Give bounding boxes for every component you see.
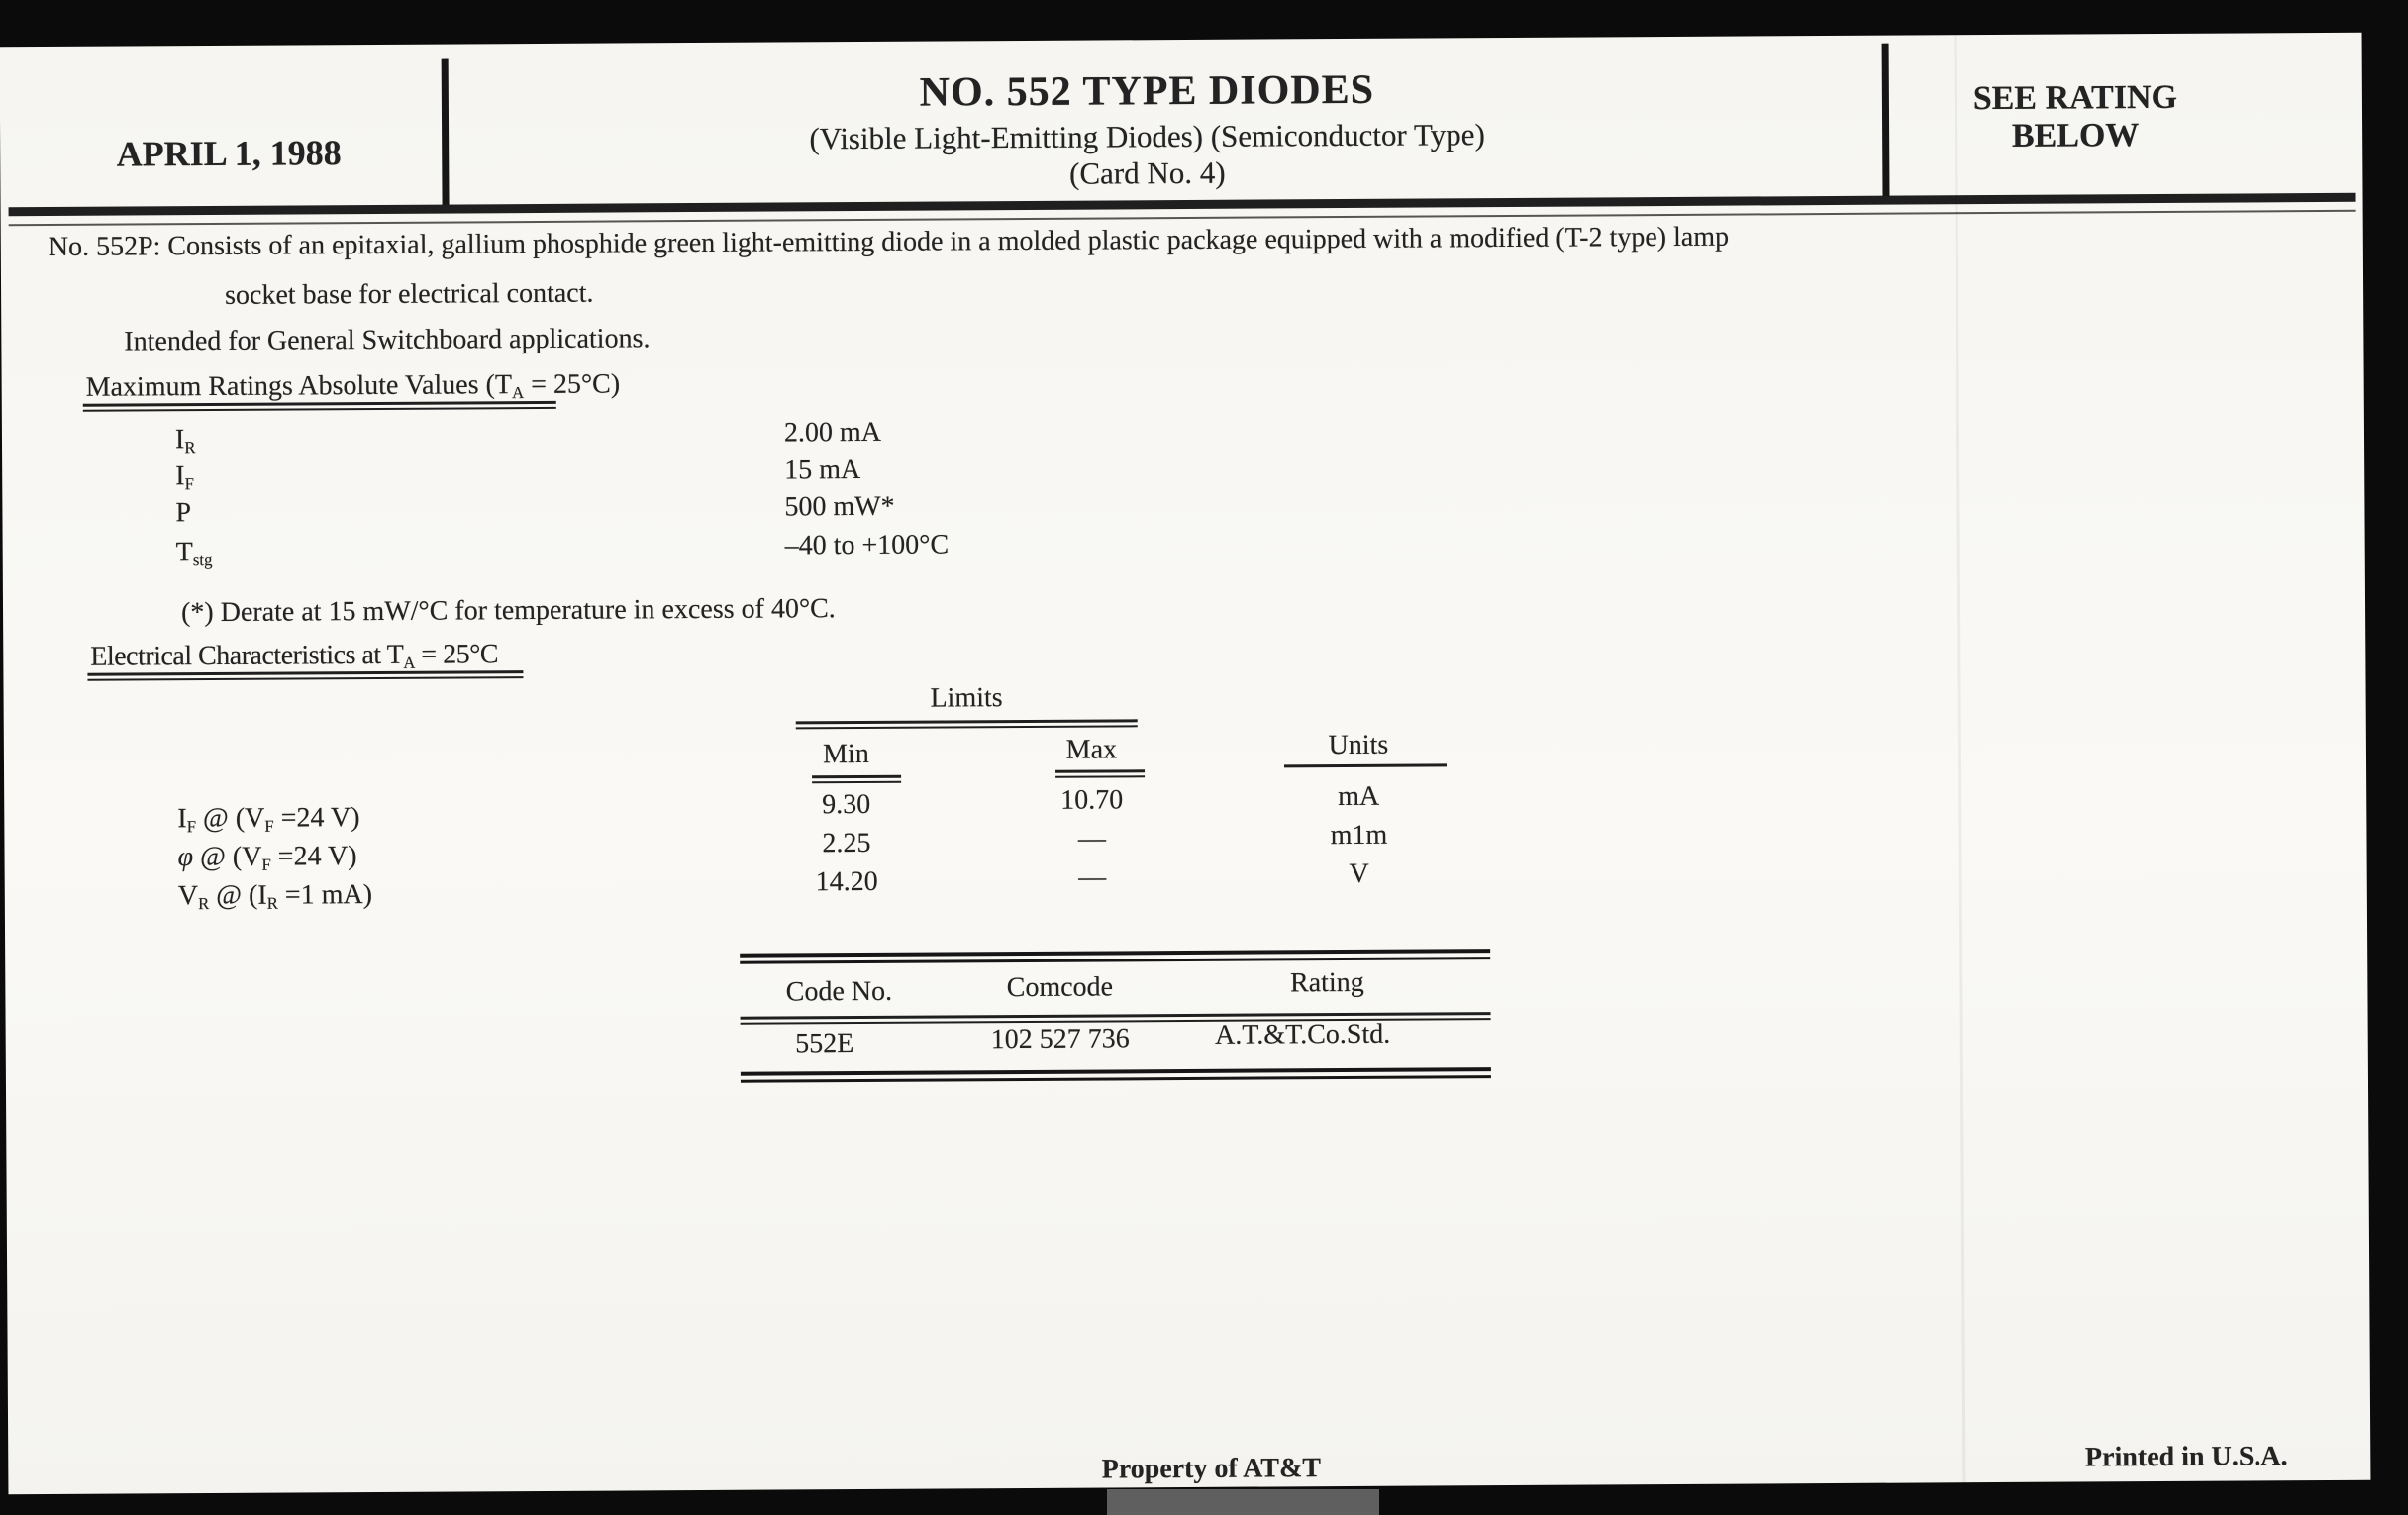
char-min-if: 9.30 [822, 788, 871, 821]
rating-symbol-p [175, 497, 191, 529]
char-max-if: 10.70 [1060, 784, 1124, 816]
code-table-header-comcode: Comcode [1006, 971, 1114, 1004]
char-units-vr: V [1349, 858, 1369, 889]
electrical-underline [87, 670, 523, 681]
rating-value-if: 15 mA [784, 454, 861, 486]
derate-footnote: (*) Derate at 15 mW/°C for temperature in excess of 40°C. [180, 593, 836, 629]
char-label-sub: F [264, 816, 274, 836]
char-max-vr: — [1078, 861, 1107, 893]
min-underline [812, 775, 901, 784]
rating-symbol-text: I [175, 460, 185, 492]
char-label-text: =1 mA) [277, 879, 373, 911]
char-label-text: V [177, 880, 199, 912]
rating-value-p: 500 mW* [784, 490, 895, 523]
char-label-sub: F [186, 817, 197, 837]
page-subtitle: (Visible Light-Emitting Diodes) (Semiconductor Type) [809, 117, 1485, 156]
col-header-min: Min [822, 738, 869, 770]
char-min-vr: 14.20 [815, 865, 878, 898]
limits-group-rule [796, 719, 1138, 729]
rating-symbol-if [175, 460, 194, 492]
max-ratings-heading-tail: = 25°C) [524, 368, 621, 401]
printed-notice: Printed in U.S.A. [2084, 1441, 2288, 1473]
rating-value: A.T.&T.Co.Std. [1215, 1018, 1391, 1051]
char-label-phi-symbol: φ [177, 842, 194, 873]
col-header-max: Max [1065, 734, 1118, 765]
description-line2: socket base for electrical contact. [225, 277, 594, 311]
rating-value-tstg: –40 to +100°C [784, 529, 950, 561]
max-ratings-heading [86, 368, 621, 403]
char-row-label-phi [177, 841, 356, 873]
card-number: (Card No. 4) [1068, 154, 1226, 191]
code-table-top-rule [740, 949, 1490, 964]
electrical-heading [90, 639, 498, 673]
rating-symbol-tstg [176, 537, 213, 568]
electrical-heading-text: Electrical Characteristics at T [90, 639, 404, 672]
code-table-header-code-no: Code No. [785, 975, 893, 1008]
char-label-text: I [177, 803, 187, 835]
rating-symbol-ir [175, 424, 196, 455]
rating-note-line2: BELOW [2011, 117, 2140, 154]
max-ratings-heading-text: Maximum Ratings Absolute Values (T [85, 369, 513, 403]
page-title: NO. 552 TYPE DIODES [919, 66, 1375, 116]
char-label-text: =24 V) [273, 802, 360, 834]
char-units-if: mA [1338, 780, 1380, 813]
rating-symbol-sub: F [184, 474, 194, 494]
char-row-label-vr [178, 879, 372, 912]
char-units-phi: m1m [1330, 819, 1388, 852]
char-label-text: @ (V [192, 841, 262, 873]
electrical-heading-sub: A [403, 653, 415, 672]
comcode-value: 102 527 736 [990, 1023, 1130, 1056]
char-max-phi: — [1077, 823, 1107, 855]
rating-value-ir: 2.00 mA [783, 416, 882, 449]
code-table-header-rating: Rating [1289, 966, 1364, 999]
rating-symbol-text: I [174, 424, 185, 455]
rating-symbol-text: P [175, 497, 192, 529]
char-label-text: =24 V) [270, 841, 357, 872]
rating-symbol-text: T [175, 537, 193, 568]
property-notice: Property of AT&T [1101, 1453, 1322, 1485]
code-no-value: 552E [795, 1028, 854, 1060]
rating-symbol-sub: R [184, 438, 196, 457]
units-underline [1284, 763, 1447, 767]
electrical-heading-tail: = 25°C [414, 639, 499, 670]
char-label-sub: R [266, 893, 278, 913]
limits-column-group-label: Limits [930, 682, 1003, 714]
code-table-bottom-rule [741, 1067, 1491, 1083]
char-label-text: @ (I [209, 879, 267, 912]
char-label-sub: F [261, 855, 271, 874]
max-underline [1055, 769, 1145, 778]
char-row-label-if [177, 802, 359, 835]
rating-symbol-sub: stg [192, 551, 213, 570]
char-min-phi: 2.25 [822, 827, 871, 859]
datasheet-card [0, 33, 2370, 1495]
char-label-text: @ (V [195, 802, 265, 835]
col-header-units: Units [1328, 729, 1389, 761]
intended-use-line: Intended for General Switchboard applications. [124, 323, 651, 357]
header-divider-right [1882, 44, 1890, 200]
header-date: APRIL 1, 1988 [116, 133, 342, 174]
max-ratings-underline [83, 401, 556, 412]
char-label-sub: R [198, 894, 210, 914]
max-ratings-heading-sub: A [512, 383, 525, 403]
scan-artifact-gray-chip [1107, 1489, 1379, 1515]
rating-note-line1: SEE RATING [1972, 78, 2178, 118]
description-line1: No. 552P: Consists of an epitaxial, gallium phosphide green light-emitting diode in a molded plastic package equipped with a modified (T-2 type) lamp [48, 221, 1730, 263]
scan-artifact-line [1955, 35, 1966, 1482]
